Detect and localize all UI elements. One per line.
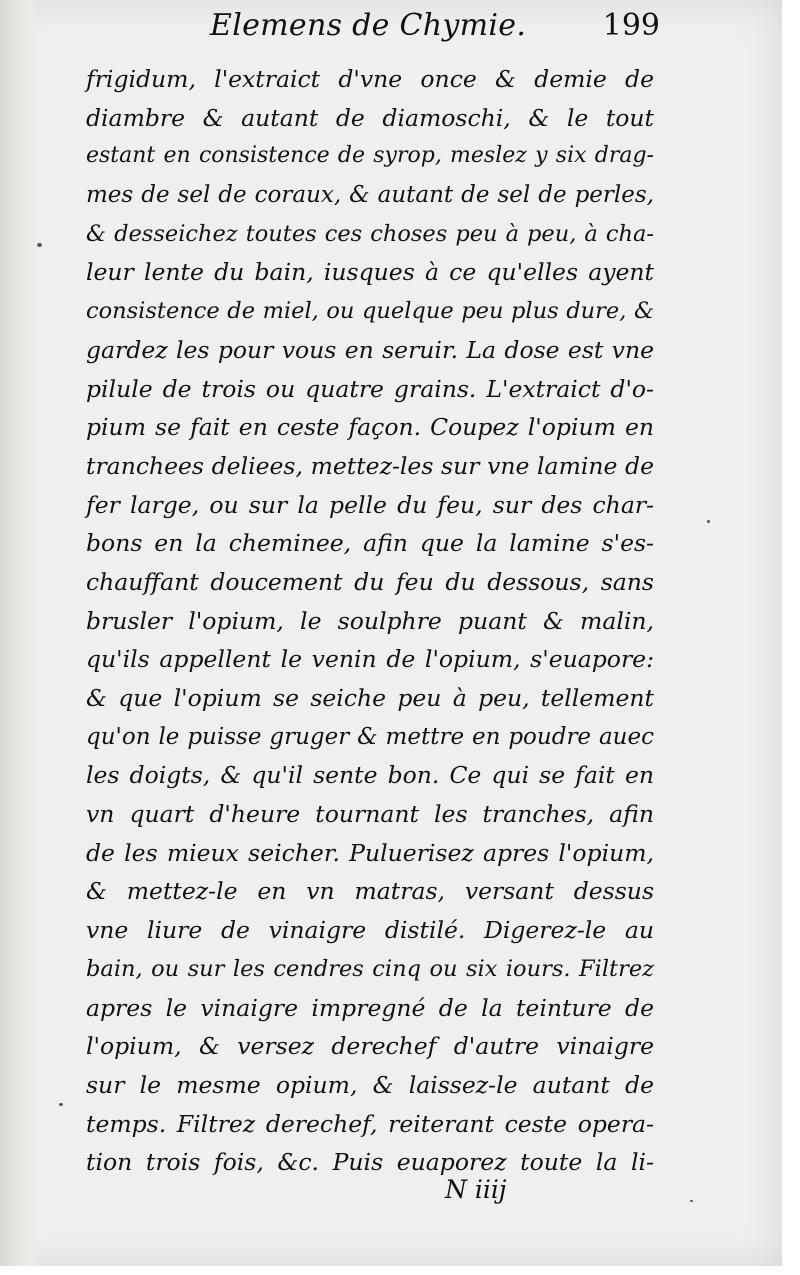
running-title: Elemens de Chymie. — [210, 8, 527, 43]
text-line: & desseichez toutes ces choses peu à peu, à cha- — [86, 220, 654, 247]
text-line: diambre & autant de diamoschi, & le tout — [86, 103, 654, 132]
text-line: sur le mesme opium, & laissez-le autant de — [86, 1070, 654, 1099]
body-text — [86, 60, 654, 1182]
text-line: frigidum, l'extraict d'vne once & demie de — [86, 65, 654, 93]
signature-mark: N iiij — [445, 1175, 507, 1204]
text-line: qu'on le puisse gruger & mettre en poudre auec — [86, 723, 654, 750]
text-line: leur lente du bain, iusques à ce qu'elles ayent — [86, 258, 654, 287]
text-line: chauffant doucement du feu du dessous, sans — [86, 567, 654, 596]
text-line: temps. Filtrez derechef, reiterant ceste opera- — [86, 1109, 654, 1138]
text-line: fer large, ou sur la pelle du feu, sur des char- — [86, 490, 654, 519]
paper-speck — [37, 243, 42, 247]
text-line: les doigts, & qu'il sente bon. Ce qui se fait en — [86, 761, 654, 790]
text-line: de les mieux seicher. Puluerisez apres l'opium, — [86, 838, 654, 867]
text-line: estant en consistence de syrop, meslez y six drag- — [86, 143, 654, 169]
text-line: brusler l'opium, le soulphre puant & malin, — [86, 606, 654, 635]
paper-speck — [707, 520, 710, 523]
text-line: l'opium, & versez derechef d'autre vinaigre — [86, 1032, 654, 1061]
text-line: consistence de miel, ou quelque peu plus dure, & — [86, 298, 654, 325]
text-line: pium se fait en ceste façon. Coupez l'opium en — [86, 413, 654, 442]
text-line: qu'ils appellent le venin de l'opium, s'euapore: — [86, 645, 654, 674]
page-number: 199 — [602, 8, 660, 43]
text-line: & que l'opium se seiche peu à peu, tellement — [86, 684, 654, 712]
text-line: tranchees deliees, mettez-les sur vne lamine de — [86, 451, 654, 480]
page-gutter-shadow — [0, 0, 42, 1266]
text-line: bain, ou sur les cendres cinq ou six iours. Filtrez — [86, 955, 654, 982]
text-line: vne liure de vinaigre distilé. Digerez-le au — [86, 916, 654, 945]
text-line: pilule de trois ou quatre grains. L'extraict d'o- — [86, 374, 654, 403]
text-line: tion trois fois, &c. Puis euaporez toute la li- — [86, 1148, 654, 1177]
text-line: gardez les pour vous en seruir. La dose est vne — [86, 335, 654, 364]
text-line: apres le vinaigre impregné de la teinture de — [86, 993, 654, 1022]
page-header — [210, 8, 660, 52]
text-line: vn quart d'heure tournant les tranches, afin — [86, 800, 654, 829]
paper-speck — [690, 1200, 693, 1202]
text-line: bons en la cheminee, afin que la lamine s'es- — [86, 529, 654, 558]
text-line: & mettez-le en vn matras, versant dessus — [86, 877, 654, 906]
paper-speck — [59, 1103, 63, 1106]
text-line: mes de sel de coraux, & autant de sel de perles, — [86, 182, 654, 209]
